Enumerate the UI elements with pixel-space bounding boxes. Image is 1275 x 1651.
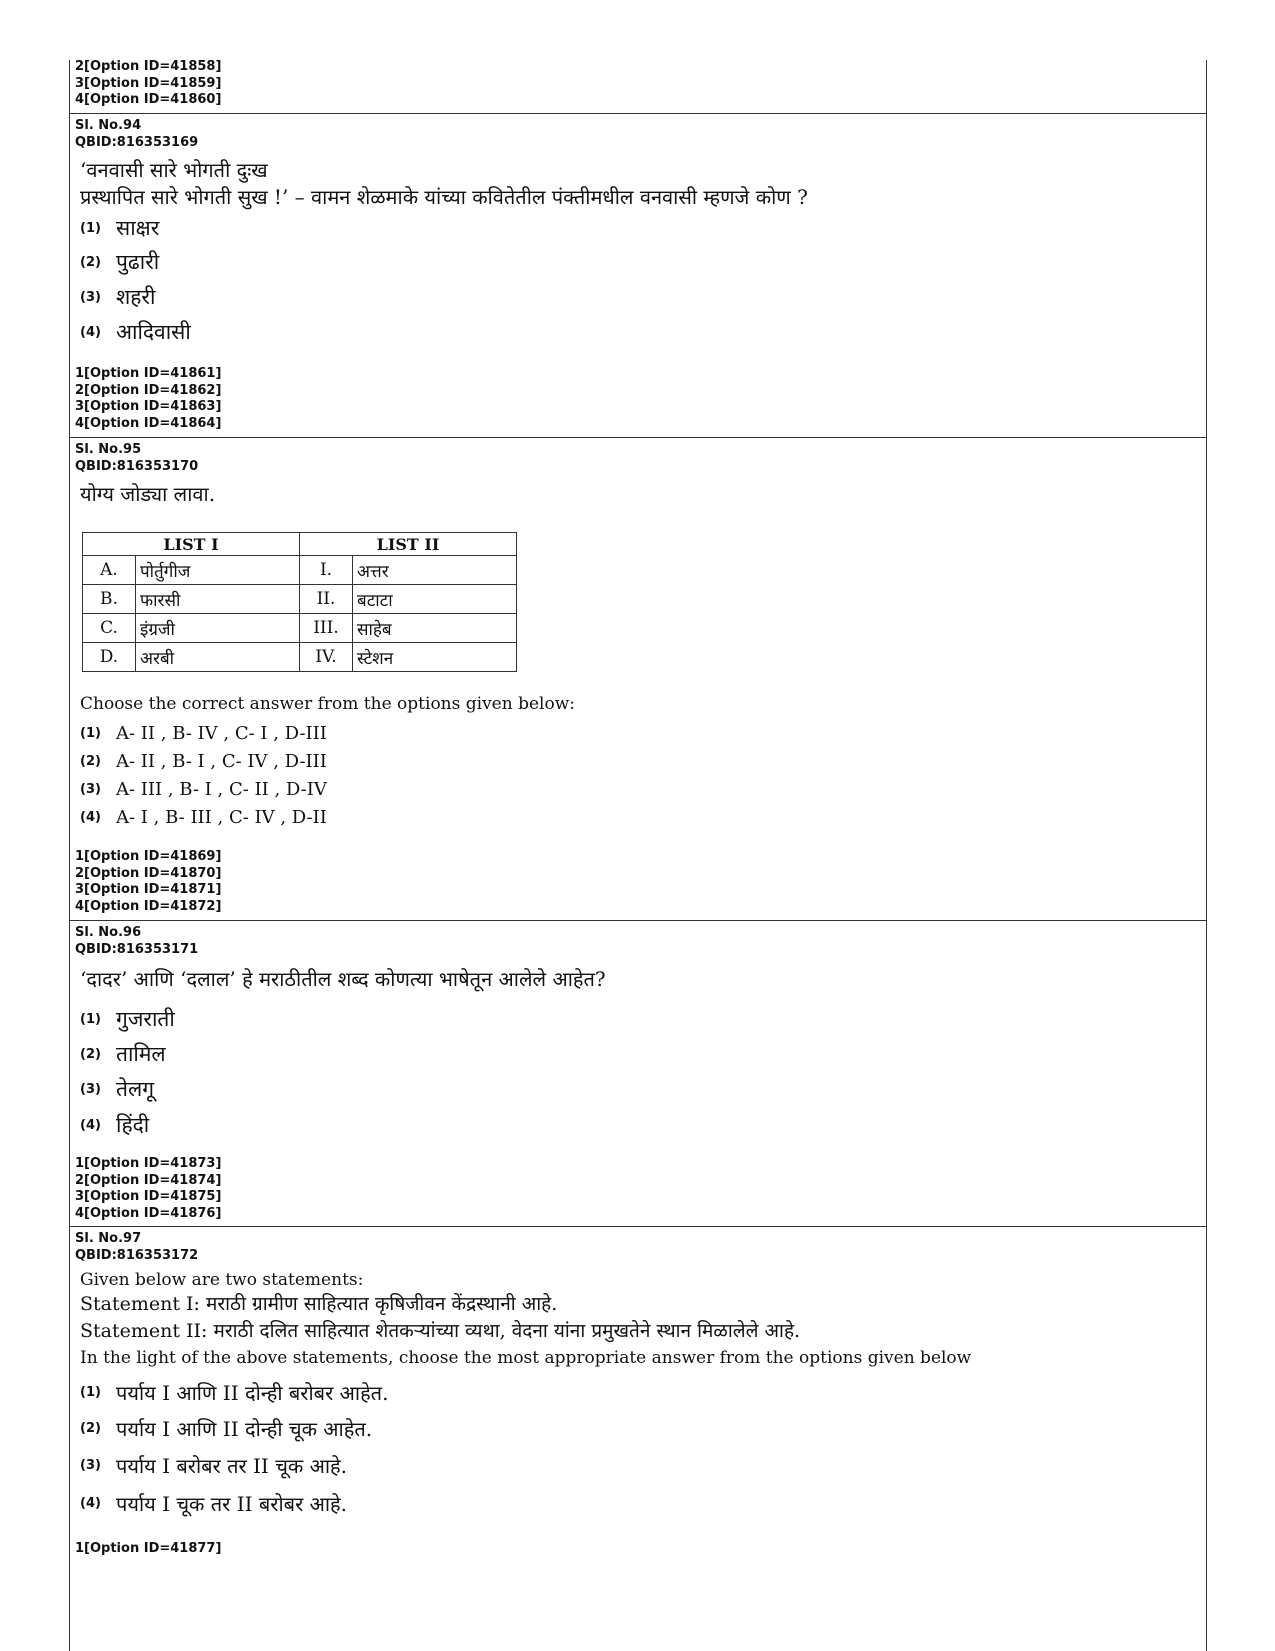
- option-text: A- III , B- I , C- II , D-IV: [116, 779, 327, 800]
- table-cell: स्टेशन: [353, 643, 517, 672]
- divider: [69, 1226, 1207, 1227]
- table-cell: फारसी: [136, 585, 300, 614]
- option-id: 1[Option ID=41877]: [75, 1541, 222, 1556]
- match-table: [82, 532, 517, 672]
- option-id: 3[Option ID=41863]: [75, 399, 222, 414]
- option-id: 3[Option ID=41859]: [75, 75, 222, 91]
- question-text: ‘दादर’ आणि ‘दलाल’ हे मराठीतील शब्द कोणत्या भाषेतून आलेले आहेत?: [80, 967, 606, 991]
- divider: [69, 437, 1207, 438]
- table-header-row: [83, 533, 517, 556]
- table-cell: अत्तर: [353, 556, 517, 585]
- option-id-list: [75, 366, 221, 432]
- statement-1: Statement I: मराठी ग्रामीण साहित्यात कृषिजीवन केंद्रस्थानी आहे.: [80, 1293, 558, 1315]
- option-id: 3[Option ID=41871]: [75, 882, 222, 897]
- answer-option: [80, 723, 327, 744]
- answer-option: [80, 807, 327, 828]
- table-cell: पोर्तुगीज: [136, 556, 300, 585]
- serial-number: Sl. No.96: [75, 925, 142, 940]
- table-cell: I.: [300, 556, 353, 585]
- option-id: 3[Option ID=41875]: [75, 1189, 222, 1204]
- option-id: 2[Option ID=41862]: [75, 382, 222, 398]
- answer-option: [80, 1415, 372, 1442]
- question-text: योग्य जोड्या लावा.: [80, 482, 216, 506]
- option-id: 4[Option ID=41872]: [75, 898, 222, 914]
- option-id: 4[Option ID=41876]: [75, 1205, 222, 1221]
- option-text: पर्याय I आणि II दोन्ही चूक आहेत.: [116, 1417, 373, 1441]
- option-text: तेलगू: [116, 1077, 155, 1101]
- question-header: [75, 118, 198, 151]
- qbid: QBID:816353170: [75, 458, 199, 474]
- option-text: तामिल: [116, 1042, 166, 1066]
- qbid: QBID:816353171: [75, 941, 199, 957]
- table-cell: इंग्रजी: [136, 614, 300, 643]
- option-number: (2): [80, 1421, 101, 1436]
- answer-option: [80, 214, 159, 242]
- serial-number: Sl. No.94: [75, 118, 142, 133]
- answer-option: [80, 283, 155, 311]
- option-text: पर्याय I चूक तर II बरोबर आहे.: [116, 1492, 348, 1516]
- option-id: 1[Option ID=41861]: [75, 366, 222, 381]
- option-id: 2[Option ID=41870]: [75, 865, 222, 881]
- table-cell: C.: [83, 614, 136, 643]
- divider: [69, 113, 1207, 114]
- answer-option: [80, 1075, 154, 1103]
- option-text: शहरी: [116, 285, 156, 309]
- option-id: 4[Option ID=41864]: [75, 415, 222, 431]
- serial-number: Sl. No.95: [75, 442, 142, 457]
- answer-option: [80, 318, 191, 346]
- option-id: 2[Option ID=41874]: [75, 1172, 222, 1188]
- option-text: गुजराती: [116, 1007, 175, 1031]
- option-text: A- II , B- IV , C- I , D-III: [116, 723, 327, 744]
- option-number: (3): [80, 289, 101, 305]
- option-id: 1[Option ID=41873]: [75, 1156, 222, 1171]
- option-number: (2): [80, 1046, 101, 1062]
- table-cell: II.: [300, 585, 353, 614]
- question-header: [75, 442, 198, 475]
- option-text: साक्षर: [116, 216, 160, 240]
- question-text: Given below are two statements:: [80, 1270, 364, 1290]
- question-text: ‘वनवासी सारे भोगती दुःख: [80, 158, 268, 182]
- option-number: (4): [80, 810, 101, 825]
- option-number: (4): [80, 324, 101, 340]
- qbid: QBID:816353169: [75, 134, 199, 150]
- instruction-text: Choose the correct answer from the options given below:: [80, 694, 575, 714]
- table-row: [83, 556, 517, 585]
- option-id: 2[Option ID=41858]: [75, 59, 222, 74]
- option-text: पुढारी: [116, 250, 160, 274]
- option-number: (1): [80, 1011, 101, 1027]
- option-text: A- II , B- I , C- IV , D-III: [116, 751, 327, 772]
- table-row: [83, 643, 517, 672]
- option-text: पर्याय I बरोबर तर II चूक आहे.: [116, 1454, 348, 1478]
- table-row: [83, 614, 517, 643]
- option-number: (3): [80, 782, 101, 797]
- option-id: 4[Option ID=41860]: [75, 92, 222, 107]
- table-cell: बटाटा: [353, 585, 517, 614]
- option-number: (3): [80, 1081, 101, 1097]
- table-row: [83, 585, 517, 614]
- option-id-list: [75, 1156, 221, 1222]
- option-id-list: [75, 59, 221, 109]
- option-text: हिंदी: [116, 1113, 150, 1137]
- option-id-list: [75, 849, 221, 915]
- question-header: [75, 925, 198, 958]
- table-cell: D.: [83, 643, 136, 672]
- table-cell: B.: [83, 585, 136, 614]
- serial-number: Sl. No.97: [75, 1231, 142, 1246]
- option-id-list: [75, 1541, 221, 1558]
- answer-option: [80, 1111, 149, 1139]
- option-id: 1[Option ID=41869]: [75, 849, 222, 864]
- table-cell: III.: [300, 614, 353, 643]
- question-header: [75, 1231, 198, 1264]
- option-number: (4): [80, 1496, 101, 1511]
- qbid: QBID:816353172: [75, 1247, 199, 1263]
- option-text: पर्याय I आणि II दोन्ही बरोबर आहेत.: [116, 1381, 389, 1405]
- divider: [69, 920, 1207, 921]
- statement-2: Statement II: मराठी दलित साहित्यात शेतकऱ्यांच्या व्यथा, वेदना यांना प्रमुखतेने स्थान मिळालेले आहे.: [80, 1320, 801, 1342]
- answer-option: [80, 1040, 166, 1068]
- option-number: (1): [80, 220, 101, 236]
- column-header: LIST I: [83, 533, 300, 556]
- option-number: (4): [80, 1117, 101, 1133]
- table-cell: A.: [83, 556, 136, 585]
- answer-option: [80, 1379, 388, 1406]
- option-text: A- I , B- III , C- IV , D-II: [116, 807, 327, 828]
- answer-option: [80, 1005, 175, 1033]
- answer-option: [80, 1452, 347, 1479]
- column-header: LIST II: [300, 533, 517, 556]
- option-number: (2): [80, 254, 101, 270]
- table-cell: अरबी: [136, 643, 300, 672]
- answer-option: [80, 751, 327, 772]
- option-number: (1): [80, 1385, 101, 1400]
- instruction-text: In the light of the above statements, choose the most appropriate answer from the options given below: [80, 1348, 972, 1368]
- answer-option: [80, 1490, 347, 1517]
- option-text: आदिवासी: [116, 320, 191, 344]
- option-number: (1): [80, 726, 101, 741]
- option-number: (2): [80, 754, 101, 769]
- question-text: प्रस्थापित सारे भोगती सुख !’ – वामन शेळमाके यांच्या कवितेतील पंक्तीमधील वनवासी म्हणजे कोण ?: [80, 185, 808, 209]
- answer-option: [80, 779, 327, 800]
- answer-option: [80, 248, 159, 276]
- option-number: (3): [80, 1458, 101, 1473]
- page-frame: [69, 60, 1207, 1651]
- table-cell: IV.: [300, 643, 353, 672]
- table-cell: साहेब: [353, 614, 517, 643]
